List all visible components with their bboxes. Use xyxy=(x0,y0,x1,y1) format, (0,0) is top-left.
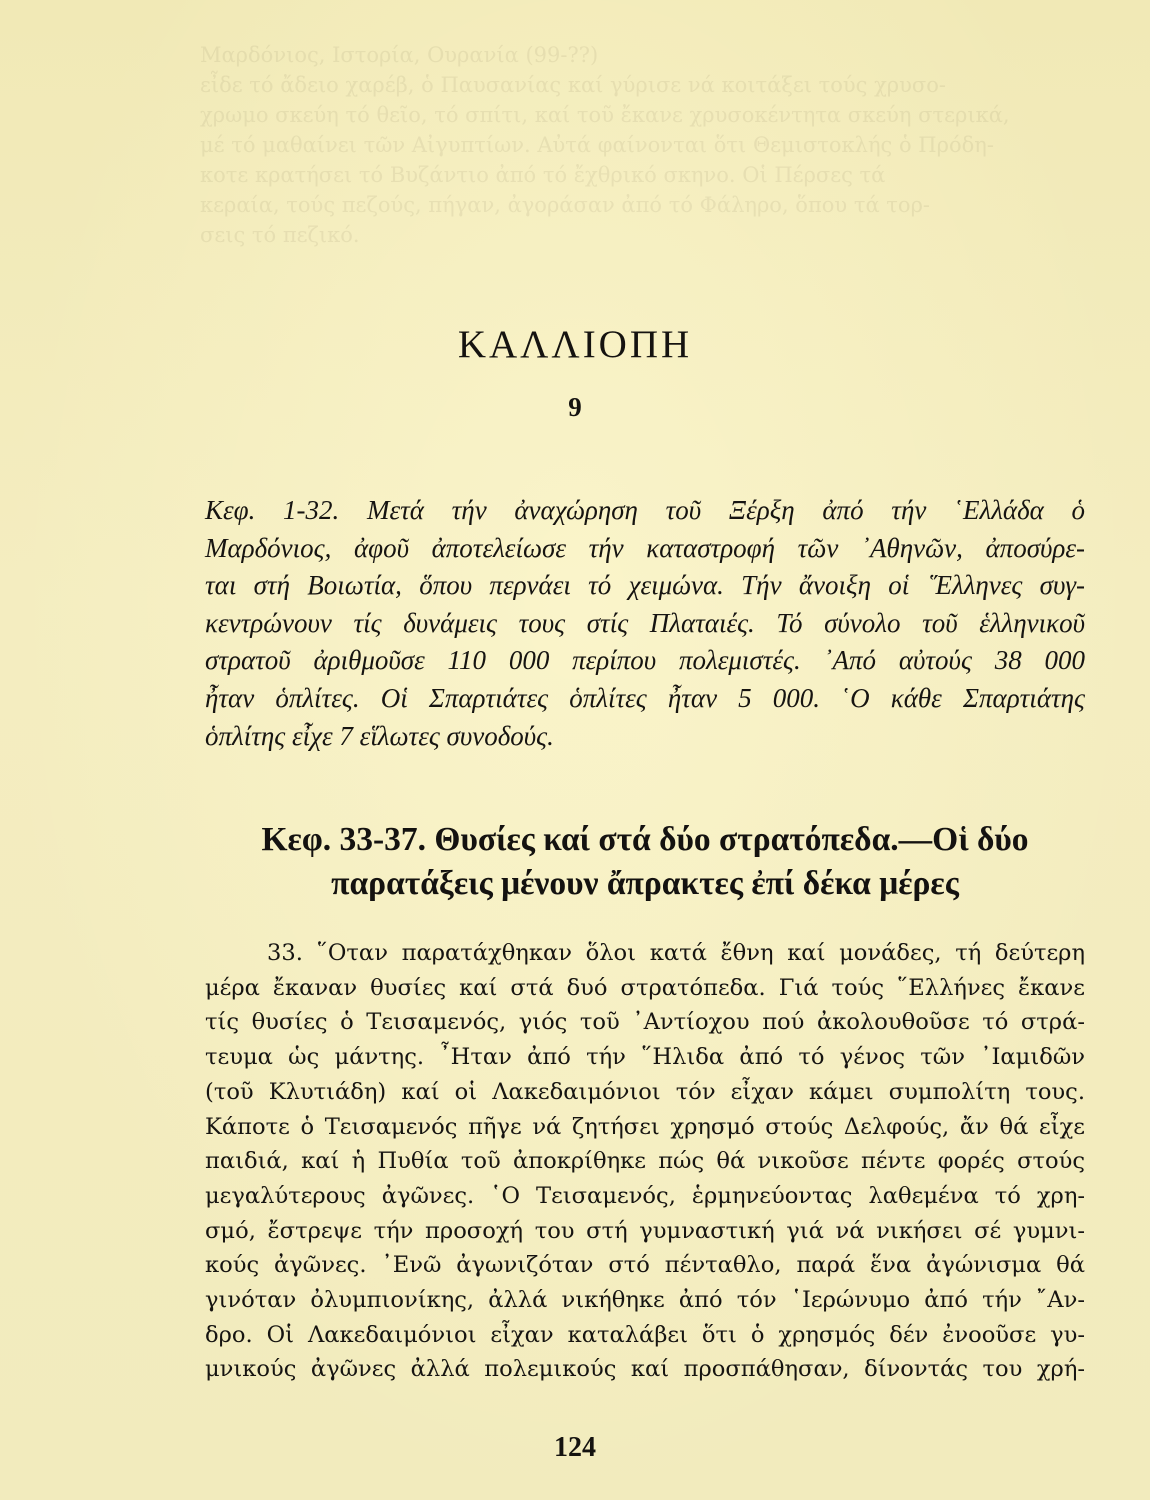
chapter-title: ΚΑΛΛΙΟΠΗ xyxy=(457,323,693,366)
summary-line: ὁπλίτης εἶχε 7 εἵλωτες συνοδούς. xyxy=(205,720,554,751)
chapter-number: 9 xyxy=(568,392,582,422)
summary-line: Μαρδόνιος, ἀφοῦ ἀποτελείωσε τήν καταστροφή τῶν ᾿Αθηνῶν, ἀποσύρε- xyxy=(205,532,1085,563)
body-line: μέρα ἔκαναν θυσίες καί στά δυό στρατόπεδα. Γιά τούς ῞Ελλήνες ἔκανε xyxy=(205,974,1085,1001)
body-line: Κάποτε ὁ Τεισαμενός πῆγε νά ζητήσει χρησμό στούς Δελφούς, ἄν θά εἶχε xyxy=(205,1113,1085,1140)
body-paragraph xyxy=(205,936,1085,1387)
body-line: γινόταν ὀλυμπιονίκης, ἀλλά νικήθηκε ἀπό τόν ῾Ιερώνυμο ἀπό τήν ῎Αν- xyxy=(205,1287,1085,1314)
chapter-summary xyxy=(205,492,1085,755)
body-line: (τοῦ Κλυτιάδη) καί οἱ Λακεδαιμόνιοι τόν εἶχαν κάμει συμπολίτη τους. xyxy=(205,1078,1085,1105)
summary-line: κεντρώνουν τίς δυνάμεις τους στίς Πλαταιές. Τό σύνολο τοῦ ἑλληνικοῦ xyxy=(205,607,1085,638)
body-line: σμό, ἔστρεψε τήν προσοχή του στή γυμναστική γιά νά νικήσει σέ γυμνι- xyxy=(205,1217,1085,1244)
summary-line: ἦταν ὁπλίτες. Οἱ Σπαρτιάτες ὁπλίτες ἦταν 5 000. ῾Ο κάθε Σπαρτιάτης xyxy=(205,682,1085,713)
body-line: μεγαλύτερους ἀγῶνες. ῾Ο Τεισαμενός, ἑρμηνεύοντας λαθεμένα τό χρη- xyxy=(205,1182,1085,1209)
summary-line: στρατοῦ ἀριθμοῦσε 110 000 περίπου πολεμιστές. ᾿Από αὐτούς 38 000 xyxy=(205,645,1085,676)
body-line: μνικούς ἀγῶνες ἀλλά πολεμικούς καί προσπάθησαν, δίνοντάς του χρή- xyxy=(205,1356,1085,1383)
section-heading-line: Κεφ. 33-37. Θυσίες καί στά δύο στρατόπεδα.—Οἱ δύο xyxy=(261,821,1029,858)
bleed-through-text: Μαρδόνιος, Ιστορία, Ουρανία (99-??) εἶδε τό ἄδειο χαρέβ, ὁ Παυσανίας καί γύρισε νά κοιτάξει τούς χρυσο- χρωμο σκεύη τό θεῖο, τό σπίτι, καί τοῦ ἔκανε χρυσοκέντητα σκεύη στερικά, μέ τό μαθαίνει τῶν Αἰγυπτίων. Αὐτά φαίνονται ὅτι Θεμιστοκλής ὁ Πρόδη- κοτε κρατήσει τό Βυζάντιο ἀπό τό ἔχθρικό σκηνο. Οἱ Πέρσες τά κεραία, τούς πεζούς, πήγαν, ἀγοράσαν ἀπό τό Φάληρο, ὅπου τά τορ- σεις τό πεζικό. xyxy=(200,43,1010,247)
summary-line: ται στή Βοιωτία, ὅπου περνάει τό χειμώνα. Τήν ἄνοιξη οἱ ῞Ελληνες συγ- xyxy=(205,570,1085,601)
section-heading-line: παρατάξεις μένουν ἄπρακτες ἐπί δέκα μέρες xyxy=(331,865,959,902)
body-line: παιδιά, καί ἡ Πυθία τοῦ ἀποκρίθηκε πώς θά νικοῦσε πέντε φορές στούς xyxy=(205,1148,1085,1175)
body-line: 33. ῞Οταν παρατάχθηκαν ὅλοι κατά ἔθνη καί μονάδες, τή δεύτερη xyxy=(267,940,1085,966)
section-heading xyxy=(200,818,1090,906)
body-line: κούς ἀγῶνες. ᾿Ενῶ ἀγωνιζόταν στό πένταθλο, παρά ἕνα ἀγώνισμα θά xyxy=(205,1252,1085,1279)
body-line: δρο. Οἱ Λακεδαιμόνιοι εἶχαν καταλάβει ὅτι ὁ χρησμός δέν ἐνοοῦσε γυ- xyxy=(205,1321,1085,1348)
summary-line: Κεφ. 1-32. Μετά τήν ἀναχώρηση τοῦ Ξέρξη ἀπό τήν ῾Ελλάδα ὁ xyxy=(205,495,1085,525)
body-line: τίς θυσίες ὁ Τεισαμενός, γιός τοῦ ᾿Αντίοχου πού ἀκολουθοῦσε τό στρά- xyxy=(205,1009,1085,1036)
page-number: 124 xyxy=(554,1432,596,1463)
body-line: τευμα ὡς μάντης. ῏Ηταν ἀπό τήν ῞Ηλιδα ἀπό τό γένος τῶν ᾿Ιαμιδῶν xyxy=(205,1044,1085,1071)
